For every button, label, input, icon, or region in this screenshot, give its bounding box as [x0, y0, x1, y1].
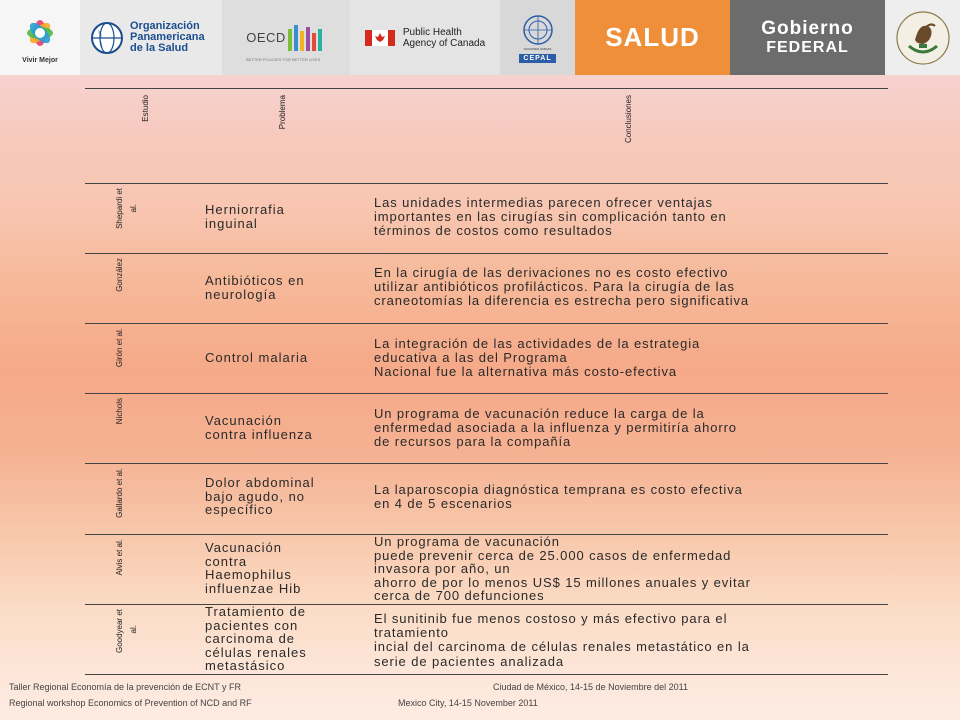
problem-cell [205, 605, 385, 673]
header-conclusions: Conclusiones [624, 95, 633, 144]
problem-line: Tratamiento de [205, 604, 306, 619]
table-row [85, 464, 888, 535]
problem-line: contra [205, 553, 248, 569]
conclusion-cell [374, 483, 886, 511]
conclusion-line: craneotomías la diferencia es estrecha pero significativa [374, 293, 750, 309]
problem-line: carcinoma de [205, 631, 296, 646]
study-author: Nichols [115, 398, 124, 425]
problem-line: Antibióticos en [205, 273, 305, 288]
table-header [85, 89, 888, 184]
gobierno-text: Gobierno [761, 17, 854, 39]
problem-line: células renales [205, 644, 307, 660]
oecd-bars-icon [286, 23, 326, 53]
conclusion-cell [374, 407, 886, 450]
conclusion-line: puede prevenir cerca de 25.000 casos de enfermedad [374, 547, 732, 563]
study-author: Goodyear et [115, 609, 124, 654]
ops-line-2: Panamericana [130, 31, 205, 43]
ops-line-3: de la Salud [130, 42, 189, 54]
salud-logo [575, 0, 730, 75]
conclusion-line: importantes en las cirugías sin complicación tanto en [374, 209, 727, 225]
problem-line: contra influenza [205, 426, 313, 442]
problem-line: Vacunación [205, 413, 282, 428]
ops-logo [80, 0, 222, 75]
vivir-mejor-text: Vivir Mejor [22, 57, 58, 64]
problem-line: Herniorrafia [205, 202, 285, 217]
footer-event-en: Regional workshop Economics of Prevention of NCD and RF [9, 698, 252, 708]
vivir-mejor-flower-icon [18, 11, 62, 55]
study-author: Girón et al. [115, 328, 124, 368]
conclusion-cell [374, 337, 886, 380]
canada-flag-icon [365, 30, 395, 46]
study-author-suffix: al. [129, 625, 138, 634]
problem-cell [205, 274, 385, 301]
vivir-mejor-logo [0, 0, 80, 75]
problem-line: pacientes con [205, 617, 299, 633]
conclusion-line: Un programa de vacunación [374, 534, 560, 549]
oecd-logo [222, 0, 350, 75]
salud-text: SALUD [605, 22, 700, 52]
gobierno-federal-logo [730, 0, 885, 75]
header-study: Estudio [141, 95, 150, 122]
conclusion-cell [374, 266, 886, 309]
conclusion-line: Un programa de vacunación reduce la carga de la [374, 406, 705, 421]
phac-line-1: Public Health [402, 26, 462, 38]
oecd-tagline: BETTER POLICIES FOR BETTER LIVES [246, 57, 321, 62]
conclusion-line: educativa a las del Programa [374, 350, 568, 366]
conclusion-line: de recursos para la compañía [374, 434, 572, 450]
logo-banner [0, 0, 960, 75]
cepal-text: CEPAL [519, 54, 555, 63]
problem-cell [205, 414, 385, 441]
un-subtitle: NACIONES UNIDAS [523, 46, 552, 51]
eagle-emblem-icon [895, 10, 951, 66]
header-problem: Problema [278, 95, 287, 130]
study-author: Shepardi et [115, 188, 124, 229]
conclusion-line: Las unidades intermedias parecen ofrecer ventajas [374, 195, 713, 210]
studies-table [85, 88, 888, 675]
table-row [85, 535, 888, 605]
conclusion-line: El sunitinib fue menos costoso y más efectivo para el [374, 611, 728, 626]
study-author: Alvis et al. [115, 539, 124, 576]
problem-cell [205, 476, 385, 517]
conclusion-cell [374, 196, 886, 239]
study-author: Gallardo et al. [115, 468, 124, 518]
conclusion-line: La integración de las actividades de la estrategia [374, 336, 701, 351]
oecd-text: OECD [246, 30, 286, 45]
problem-line: Haemophilus [205, 567, 292, 582]
table-row [85, 324, 888, 394]
problem-line: metastásico [205, 658, 286, 673]
problem-line: Control malaria [205, 350, 309, 365]
ops-line-1: Organización [130, 20, 200, 32]
table-row [85, 254, 888, 324]
problem-line: específico [205, 502, 274, 517]
un-emblem-icon [521, 13, 555, 47]
conclusion-cell [374, 612, 886, 669]
conclusion-line: La laparoscopia diagnóstica temprana es costo efectiva [374, 482, 743, 497]
table-row [85, 184, 888, 254]
conclusion-line: en 4 de 5 escenarios [374, 496, 513, 512]
problem-cell [205, 351, 385, 365]
problem-line: bajo agudo, no [205, 488, 306, 504]
conclusion-line: serie de pacientes analizada [374, 653, 564, 669]
conclusion-line: ahorro de por lo menos US$ 15 millones anuales y evitar [374, 574, 751, 590]
globe-icon [90, 21, 124, 55]
problem-line: Dolor abdominal [205, 475, 315, 490]
conclusion-line: Nacional fue la alternativa más costo-efectiva [374, 364, 677, 380]
problem-cell [205, 203, 385, 230]
conclusion-line: utilizar antibióticos profilácticos. Para la cirugía de las [374, 279, 735, 295]
problem-line: Vacunación [205, 540, 282, 555]
problem-line: inguinal [205, 215, 258, 231]
conclusion-line: términos de costos como resultados [374, 223, 613, 239]
conclusion-line: enfermedad asociada a la influenza y permitiría ahorro [374, 420, 737, 436]
conclusion-line: incial del carcinoma de células renales metastático en la [374, 639, 750, 655]
problem-cell [205, 541, 385, 595]
problem-line: influenzae Hib [205, 580, 302, 596]
conclusion-line: En la cirugía de las derivaciones no es costo efectivo [374, 265, 729, 280]
table-row [85, 605, 888, 675]
federal-text: FEDERAL [766, 38, 849, 56]
study-author: González [115, 258, 124, 292]
footer-event-es: Taller Regional Economía de la prevención de ECNT y FR [9, 682, 241, 692]
table-row [85, 394, 888, 464]
phac-logo [350, 0, 500, 75]
conclusion-line: tratamiento [374, 625, 449, 641]
footer-place-en: Mexico City, 14-15 November 2011 [398, 698, 538, 708]
footer-place-es: Ciudad de México, 14-15 de Noviembre del 2011 [493, 682, 688, 692]
conclusion-line: invasora por año, un [374, 561, 511, 577]
mexico-coat-of-arms [885, 0, 960, 75]
cepal-logo [500, 0, 575, 75]
study-author-suffix: al. [129, 204, 138, 213]
conclusion-cell [374, 535, 886, 603]
problem-line: neurología [205, 286, 277, 302]
conclusion-line: cerca de 700 defunciones [374, 588, 545, 604]
phac-line-2: Agency of Canada [402, 37, 486, 49]
